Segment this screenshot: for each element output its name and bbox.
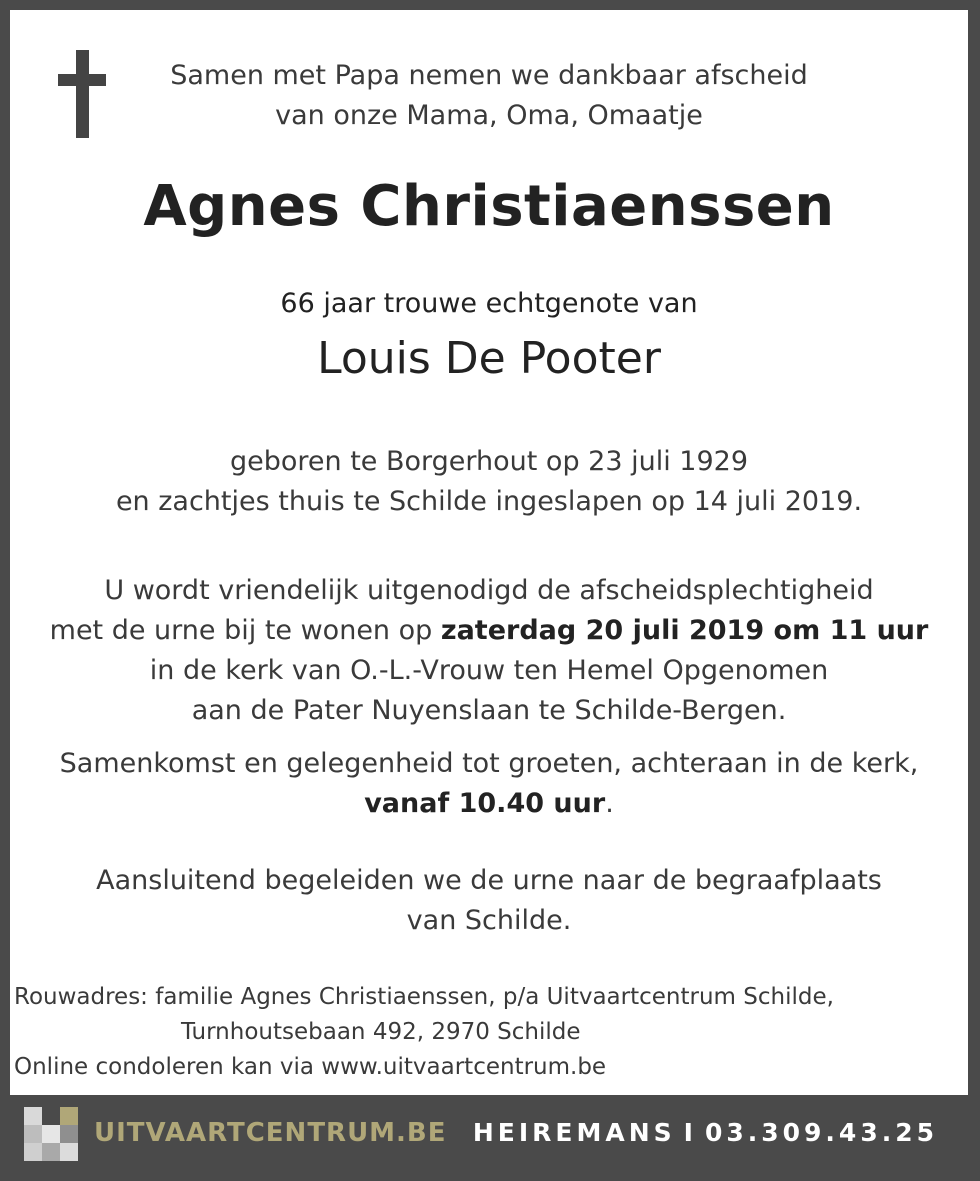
obituary-card <box>10 10 968 1095</box>
company-name: HEIREMANS <box>472 1118 676 1147</box>
ceremony-date: zaterdag 20 juli 2019 om 11 uur <box>440 615 929 646</box>
invite-line-2-prefix: met de urne bij te wonen op <box>49 615 441 646</box>
address-line-3: Online condoleren kan via www.uitvaartcentrum.be <box>14 1054 607 1080</box>
afterwards-line-1: Aansluitend begeleiden we de urne naar de begraafplaats <box>96 865 882 896</box>
gathering-time: vanaf 10.40 uur <box>364 788 606 819</box>
brand-name: UITVAARTCENTRUM.BE <box>94 1118 447 1148</box>
gathering-line-2-suffix: . <box>605 788 614 819</box>
address-line-1: Rouwadres: familie Agnes Christiaenssen, p/a Uitvaartcentrum Schilde, <box>14 984 834 1010</box>
born-line-2: en zachtjes thuis te Schilde ingeslapen op 14 juli 2019. <box>115 486 863 517</box>
intro-text <box>10 56 968 136</box>
afterwards-text <box>10 861 968 941</box>
intro-line-2: van onze Mama, Oma, Omaatje <box>275 100 703 131</box>
born-line-1: geboren te Borgerhout op 23 juli 1929 <box>229 446 749 477</box>
gathering-text <box>10 744 968 824</box>
invite-line-1: U wordt vriendelijk uitgenodigd de afscheidsplechtigheid <box>104 575 874 606</box>
address-line-2: Turnhoutsebaan 492, 2970 Schilde <box>181 1019 581 1045</box>
invite-line-4: aan de Pater Nuyenslaan te Schilde-Bergen. <box>191 695 787 726</box>
deceased-name: Agnes Christiaenssen <box>143 174 835 239</box>
birth-death-text <box>10 442 968 522</box>
phone-number: 03.309.43.25 <box>704 1118 938 1147</box>
footer-bar <box>10 1102 968 1168</box>
footer-contact <box>473 1116 938 1150</box>
spouse-name: Louis De Pooter <box>317 333 661 384</box>
spouse-intro: 66 jaar trouwe echtgenote van <box>280 288 698 319</box>
separator: I <box>683 1118 697 1147</box>
gathering-line-1: Samenkomst en gelegenheid tot groeten, achteraan in de kerk, <box>59 748 919 779</box>
invitation-text <box>10 571 968 731</box>
uitvaartcentrum-logo-icon <box>24 1107 80 1163</box>
afterwards-line-2: van Schilde. <box>406 905 572 936</box>
intro-line-1: Samen met Papa nemen we dankbaar afscheid <box>170 60 808 91</box>
mourning-address <box>14 980 834 1085</box>
invite-line-3: in de kerk van O.-L.-Vrouw ten Hemel Opgenomen <box>149 655 829 686</box>
